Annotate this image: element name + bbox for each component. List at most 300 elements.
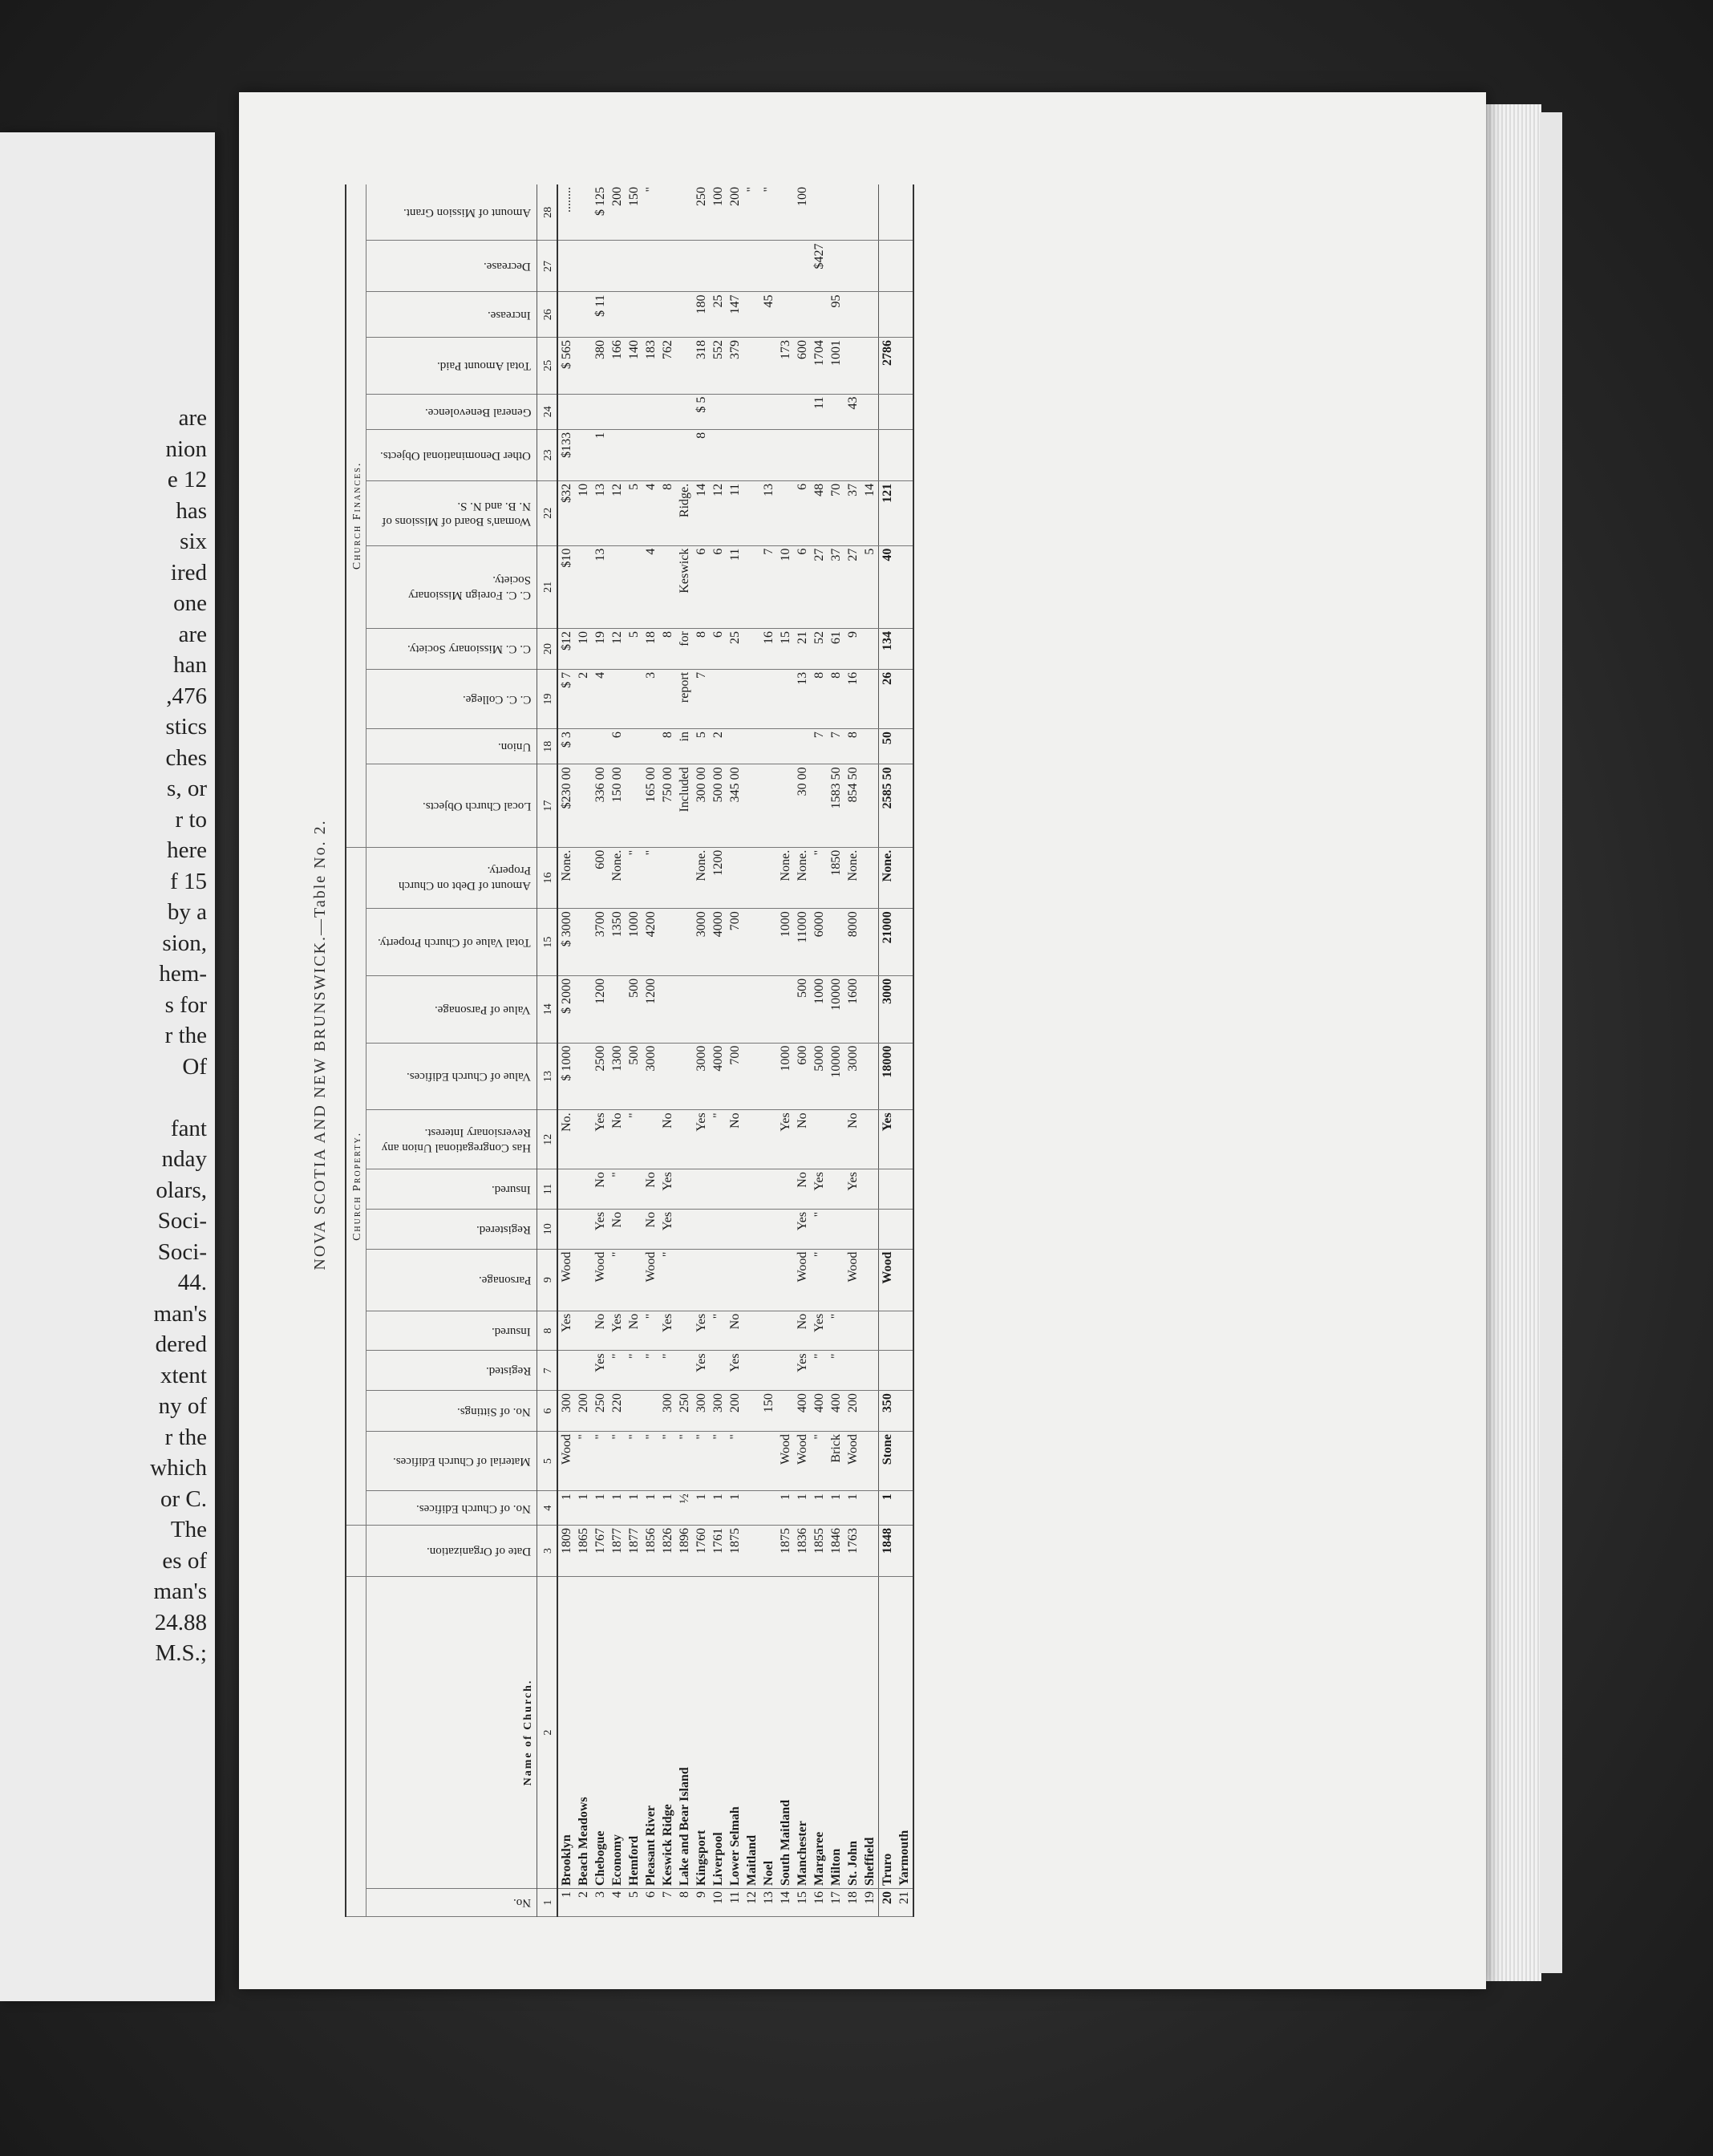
- table-cell: 4: [642, 545, 659, 628]
- table-cell: [743, 669, 760, 728]
- column-header-text: Decrease.: [484, 260, 531, 274]
- table-cell: [575, 1311, 592, 1351]
- table-cell: Wood: [844, 1432, 861, 1491]
- church-name-cell: Keswick Ridge: [659, 1576, 676, 1888]
- column-header: [366, 292, 537, 337]
- church-name-cell: Noel: [760, 1576, 777, 1888]
- table-cell: 4: [592, 669, 609, 728]
- table-cell: No: [794, 1169, 811, 1210]
- row-number-cell: 18: [844, 1889, 861, 1917]
- table-cell: 1: [811, 1491, 828, 1526]
- column-number: 15: [537, 909, 558, 976]
- column-header: [366, 1311, 537, 1351]
- table-cell: [676, 975, 693, 1043]
- table-cell: ": [626, 847, 642, 908]
- table-cell: No: [727, 1110, 743, 1169]
- table-cell: [896, 1249, 913, 1311]
- table-cell: 4000: [710, 1043, 727, 1110]
- table-cell: None.: [879, 847, 897, 908]
- column-header-text: Insured.: [492, 1324, 531, 1338]
- table-cell: 5: [693, 729, 710, 764]
- group-header-finances: Church Finances.: [346, 184, 366, 847]
- name-of-church-header: Name of Church.: [522, 1679, 534, 1786]
- table-cell: [575, 184, 592, 241]
- table-cell: 15: [777, 629, 794, 670]
- table-cell: [626, 292, 642, 337]
- table-cell: [676, 909, 693, 976]
- table-row: [794, 184, 811, 1917]
- table-cell: 27: [844, 545, 861, 628]
- table-cell: None.: [693, 847, 710, 908]
- left-page-line: ches: [165, 744, 207, 771]
- left-page-line: stics: [165, 714, 207, 740]
- column-number: 6: [537, 1391, 558, 1432]
- table-cell: 1200: [710, 847, 727, 908]
- table-cell: [659, 184, 676, 241]
- table-cell: [592, 729, 609, 764]
- table-cell: $10: [557, 545, 575, 628]
- column-header-text: C. C. College.: [462, 693, 531, 706]
- table-cell: 200: [609, 184, 626, 241]
- table-cell: 12: [609, 629, 626, 670]
- table-cell: 1: [710, 1491, 727, 1526]
- table-cell: Wood: [777, 1432, 794, 1491]
- column-number: 22: [537, 480, 558, 545]
- table-cell: [743, 1351, 760, 1391]
- table-row: [777, 184, 794, 1917]
- table-cell: ": [609, 1432, 626, 1491]
- table-cell: ": [642, 1311, 659, 1351]
- table-cell: [626, 545, 642, 628]
- church-name-cell: Truro: [879, 1576, 897, 1888]
- table-cell: Included: [676, 764, 693, 847]
- church-name-cell: Margaree: [811, 1576, 828, 1888]
- table-cell: Stone: [879, 1432, 897, 1491]
- table-cell: 4000: [710, 909, 727, 976]
- table-cell: [828, 1110, 844, 1169]
- table-cell: [626, 1169, 642, 1210]
- table-cell: [896, 669, 913, 728]
- table-cell: [828, 241, 844, 292]
- table-cell: 150 00: [609, 764, 626, 847]
- church-name-cell: Maitland: [743, 1576, 760, 1888]
- table-cell: [626, 1249, 642, 1311]
- table-row: [659, 184, 676, 1917]
- left-page-line: hem-: [159, 961, 207, 987]
- table-cell: [727, 394, 743, 429]
- table-cell: 8: [693, 429, 710, 480]
- table-cell: [743, 480, 760, 545]
- table-cell: 3000: [879, 975, 897, 1043]
- table-cell: 600: [794, 1043, 811, 1110]
- table-cell: 1000: [777, 1043, 794, 1110]
- table-cell: [896, 764, 913, 847]
- left-page-line: dered: [155, 1331, 207, 1357]
- church-name-cell: Kingsport: [693, 1576, 710, 1888]
- left-page-line: f 15: [170, 868, 207, 894]
- table-cell: [844, 292, 861, 337]
- table-cell: ": [811, 1432, 828, 1491]
- table-cell: 1: [659, 1491, 676, 1526]
- table-cell: 345 00: [727, 764, 743, 847]
- table-cell: [710, 1209, 727, 1249]
- table-cell: [861, 847, 879, 908]
- table-cell: 600: [794, 337, 811, 394]
- column-header: [366, 394, 537, 429]
- table-cell: 1896: [676, 1525, 693, 1576]
- table-cell: Yes: [693, 1351, 710, 1391]
- table-cell: 40: [879, 545, 897, 628]
- table-cell: [659, 241, 676, 292]
- table-cell: No: [592, 1169, 609, 1210]
- table-cell: 121: [879, 480, 897, 545]
- table-cell: [575, 241, 592, 292]
- table-cell: $ 11: [592, 292, 609, 337]
- column-header: [366, 1351, 537, 1391]
- table-cell: [828, 1249, 844, 1311]
- table-cell: $32: [557, 480, 575, 545]
- church-name-cell: Brooklyn: [557, 1576, 575, 1888]
- table-cell: [794, 394, 811, 429]
- table-cell: 12: [710, 480, 727, 545]
- church-name-cell: Manchester: [794, 1576, 811, 1888]
- column-header: [366, 1110, 537, 1169]
- table-cell: [879, 429, 897, 480]
- table-cell: [642, 729, 659, 764]
- column-number: 17: [537, 764, 558, 847]
- table-cell: Yes: [592, 1351, 609, 1391]
- column-number: 3: [537, 1525, 558, 1576]
- table-cell: $ 7: [557, 669, 575, 728]
- table-cell: 37: [828, 545, 844, 628]
- table-cell: [896, 975, 913, 1043]
- table-cell: [609, 975, 626, 1043]
- column-header: [366, 545, 537, 628]
- table-cell: 380: [592, 337, 609, 394]
- table-cell: for: [676, 629, 693, 670]
- column-header: [366, 847, 537, 908]
- table-cell: Yes: [794, 1351, 811, 1391]
- table-cell: [557, 1351, 575, 1391]
- table-cell: [659, 909, 676, 976]
- table-cell: 3000: [693, 909, 710, 976]
- table-cell: [743, 975, 760, 1043]
- table-cell: $133: [557, 429, 575, 480]
- table-cell: Yes: [693, 1110, 710, 1169]
- table-cell: [896, 241, 913, 292]
- table-cell: 13: [794, 669, 811, 728]
- table-cell: $ 5: [693, 394, 710, 429]
- table-cell: [676, 292, 693, 337]
- table-cell: 300 00: [693, 764, 710, 847]
- table-cell: [879, 1209, 897, 1249]
- table-cell: [642, 241, 659, 292]
- table-cell: [896, 1491, 913, 1526]
- table-cell: [743, 1391, 760, 1432]
- table-cell: Yes: [557, 1311, 575, 1351]
- table-cell: 52: [811, 629, 828, 670]
- table-cell: ........: [557, 184, 575, 241]
- table-cell: [676, 847, 693, 908]
- table-cell: Wood: [642, 1249, 659, 1311]
- left-page-line: 44.: [177, 1270, 207, 1295]
- church-name-cell: Milton: [828, 1576, 844, 1888]
- left-page-line: man's: [153, 1578, 207, 1604]
- row-number-cell: 21: [896, 1889, 913, 1917]
- table-cell: Yes: [659, 1311, 676, 1351]
- table-cell: None.: [777, 847, 794, 908]
- table-cell: [828, 429, 844, 480]
- table-cell: Yes: [777, 1110, 794, 1169]
- table-cell: 1761: [710, 1525, 727, 1576]
- left-page-line: sion,: [162, 930, 207, 956]
- table-cell: 250: [676, 1391, 693, 1432]
- table-cell: [575, 1209, 592, 1249]
- table-cell: [760, 394, 777, 429]
- table-cell: [879, 394, 897, 429]
- table-cell: [743, 292, 760, 337]
- table-cell: $ 1000: [557, 1043, 575, 1110]
- table-cell: 1704: [811, 337, 828, 394]
- table-cell: [760, 1249, 777, 1311]
- row-number-cell: 8: [676, 1889, 693, 1917]
- table-cell: ": [626, 1351, 642, 1391]
- column-number: 28: [537, 184, 558, 241]
- table-cell: [861, 1110, 879, 1169]
- table-cell: [676, 337, 693, 394]
- table-cell: [575, 429, 592, 480]
- table-cell: Wood: [879, 1249, 897, 1311]
- table-cell: [760, 729, 777, 764]
- table-cell: 8: [828, 669, 844, 728]
- table-cell: [710, 669, 727, 728]
- table-cell: 400: [794, 1391, 811, 1432]
- row-number-cell: 3: [592, 1889, 609, 1917]
- table-cell: [861, 394, 879, 429]
- column-number: 12: [537, 1110, 558, 1169]
- table-cell: 10000: [828, 1043, 844, 1110]
- table-cell: 350: [879, 1391, 897, 1432]
- table-cell: [760, 1525, 777, 1576]
- table-cell: [760, 1491, 777, 1526]
- table-cell: [557, 1209, 575, 1249]
- table-cell: 1848: [879, 1525, 897, 1576]
- column-header-text: Amount of Debt on Church Property.: [399, 864, 531, 893]
- column-number: 21: [537, 545, 558, 628]
- column-number: 19: [537, 669, 558, 728]
- table-cell: ": [609, 1249, 626, 1311]
- statistics-table: [345, 184, 914, 1917]
- table-cell: [676, 429, 693, 480]
- table-cell: [626, 429, 642, 480]
- table-cell: [642, 1391, 659, 1432]
- table-cell: [861, 429, 879, 480]
- table-cell: [626, 764, 642, 847]
- column-header: [366, 1525, 537, 1576]
- table-cell: ": [642, 1432, 659, 1491]
- table-cell: [642, 429, 659, 480]
- table-cell: 250: [592, 1391, 609, 1432]
- table-cell: Wood: [844, 1249, 861, 1311]
- table-cell: 1: [844, 1491, 861, 1526]
- table-cell: 1865: [575, 1525, 592, 1576]
- table-cell: [777, 241, 794, 292]
- table-cell: ": [642, 847, 659, 908]
- table-cell: [896, 1351, 913, 1391]
- table-cell: ": [710, 1110, 727, 1169]
- left-page-line: M.S.;: [155, 1640, 207, 1666]
- table-cell: 1877: [626, 1525, 642, 1576]
- column-header: [366, 975, 537, 1043]
- table-cell: 1846: [828, 1525, 844, 1576]
- church-name-cell: Sheffield: [861, 1576, 879, 1888]
- table-cell: ": [727, 1432, 743, 1491]
- table-cell: 150: [760, 1391, 777, 1432]
- table-cell: No: [642, 1209, 659, 1249]
- table-cell: Brick: [828, 1432, 844, 1491]
- table-cell: 250: [693, 184, 710, 241]
- table-cell: ": [710, 1311, 727, 1351]
- table-cell: 1877: [609, 1525, 626, 1576]
- table-cell: [879, 1169, 897, 1210]
- table-cell: [609, 241, 626, 292]
- row-number-cell: 7: [659, 1889, 676, 1917]
- table-cell: [861, 1525, 879, 1576]
- table-cell: [896, 729, 913, 764]
- table-cell: [760, 241, 777, 292]
- table-cell: 400: [811, 1391, 828, 1432]
- column-header-text: Registered.: [476, 1222, 531, 1236]
- table-cell: 1: [609, 1491, 626, 1526]
- column-header-text: Local Church Objects.: [422, 800, 531, 813]
- table-cell: 95: [828, 292, 844, 337]
- church-name-cell: South Maitland: [777, 1576, 794, 1888]
- table-cell: Ridge.: [676, 480, 693, 545]
- table-cell: ": [676, 1432, 693, 1491]
- table-cell: [861, 1391, 879, 1432]
- table-cell: Yes: [693, 1311, 710, 1351]
- table-cell: 1763: [844, 1525, 861, 1576]
- table-row: [811, 184, 828, 1917]
- table-cell: 183: [642, 337, 659, 394]
- row-number-cell: 12: [743, 1889, 760, 1917]
- table-cell: [844, 1209, 861, 1249]
- column-names-row: [366, 184, 537, 1917]
- table-cell: 13: [592, 480, 609, 545]
- column-header-text: General Benevolence.: [424, 405, 531, 419]
- table-cell: [743, 1525, 760, 1576]
- table-cell: [777, 975, 794, 1043]
- table-cell: [861, 669, 879, 728]
- table-cell: None.: [609, 847, 626, 908]
- table-cell: [626, 394, 642, 429]
- table-cell: [861, 184, 879, 241]
- table-row: [626, 184, 642, 1917]
- table-cell: 552: [710, 337, 727, 394]
- table-cell: [861, 975, 879, 1043]
- column-number: 8: [537, 1311, 558, 1351]
- row-number-cell: 13: [760, 1889, 777, 1917]
- table-cell: 8: [811, 669, 828, 728]
- table-cell: [642, 292, 659, 337]
- left-page-line: fant: [170, 1115, 207, 1141]
- table-page: [297, 172, 1179, 1917]
- church-name-cell: Liverpool: [710, 1576, 727, 1888]
- column-number: 2: [537, 1576, 558, 1888]
- left-page-line: has: [176, 497, 207, 524]
- table-cell: Wood: [794, 1249, 811, 1311]
- table-cell: 18000: [879, 1043, 897, 1110]
- table-cell: [760, 1110, 777, 1169]
- column-header-text: Total Value of Church Property.: [378, 936, 531, 950]
- table-cell: 147: [727, 292, 743, 337]
- table-row: [760, 184, 777, 1917]
- table-cell: [760, 1311, 777, 1351]
- table-cell: [896, 1391, 913, 1432]
- table-cell: [743, 1249, 760, 1311]
- left-page-line: one: [173, 590, 207, 616]
- table-cell: 2: [710, 729, 727, 764]
- table-cell: [609, 394, 626, 429]
- table-cell: [777, 1351, 794, 1391]
- row-number-cell: 16: [811, 1889, 828, 1917]
- left-page-line: are: [178, 405, 207, 431]
- table-cell: [811, 292, 828, 337]
- row-number-cell: 15: [794, 1889, 811, 1917]
- group-header-blank: [346, 1576, 366, 1916]
- table-cell: [609, 669, 626, 728]
- table-cell: [896, 1169, 913, 1210]
- table-cell: Yes: [727, 1351, 743, 1391]
- table-cell: [896, 1043, 913, 1110]
- left-page-line: six: [180, 529, 207, 554]
- left-page-line: man's: [153, 1300, 207, 1327]
- table-cell: [743, 1311, 760, 1351]
- table-cell: [710, 1169, 727, 1210]
- table-row: [609, 184, 626, 1917]
- table-cell: 1: [557, 1491, 575, 1526]
- table-cell: [710, 429, 727, 480]
- table-cell: [727, 669, 743, 728]
- table-cell: 1200: [592, 975, 609, 1043]
- table-cell: [743, 394, 760, 429]
- column-number: 24: [537, 394, 558, 429]
- table-cell: No: [794, 1110, 811, 1169]
- table-cell: [743, 764, 760, 847]
- table-cell: 1: [642, 1491, 659, 1526]
- table-cell: No: [642, 1169, 659, 1210]
- table-cell: [794, 241, 811, 292]
- table-cell: [828, 1209, 844, 1249]
- table-cell: 1: [592, 429, 609, 480]
- table-cell: 1: [592, 1491, 609, 1526]
- table-cell: 19: [592, 629, 609, 670]
- table-cell: [592, 394, 609, 429]
- table-cell: [676, 184, 693, 241]
- table-cell: ": [828, 1311, 844, 1351]
- table-cell: $ 565: [557, 337, 575, 394]
- column-number: 27: [537, 241, 558, 292]
- table-cell: Yes: [592, 1110, 609, 1169]
- left-page-line: which: [150, 1455, 207, 1481]
- table-cell: ": [828, 1351, 844, 1391]
- table-cell: [575, 1043, 592, 1110]
- table-cell: [879, 1311, 897, 1351]
- table-cell: [760, 337, 777, 394]
- table-cell: [676, 1110, 693, 1169]
- table-cell: Yes: [879, 1110, 897, 1169]
- table-cell: ": [710, 1432, 727, 1491]
